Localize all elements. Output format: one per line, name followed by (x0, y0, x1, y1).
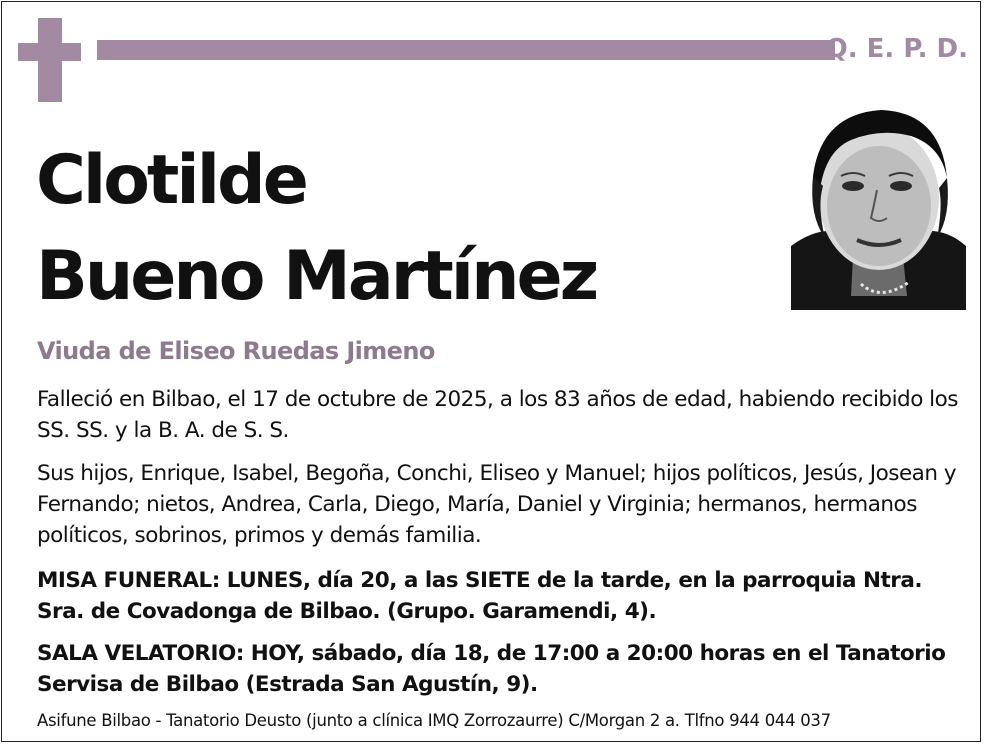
deceased-name (36, 133, 596, 325)
widow-subtitle: Viuda de Eliseo Ruedas Jimeno (37, 337, 435, 365)
first-name: Clotilde (36, 141, 306, 220)
portrait-photo (791, 106, 966, 310)
death-notice: Falleció en Bilbao, el 17 de octubre de 2025, a los 83 años de edad, habiendo recibido los SS. SS. y la B. A. de S. S. (37, 387, 959, 443)
header-bar (97, 40, 835, 60)
surnames: Bueno Martínez (36, 237, 597, 316)
funeral-mass-info: MISA FUNERAL: LUNES, día 20, a las SIETE de la tarde, en la parroquia Ntra. Sra. de Covadonga de Bilbao. (Grupo. Garamendi, 4). (37, 568, 923, 624)
family-list: Sus hijos, Enrique, Isabel, Begoña, Conchi, Eliseo y Manuel; hijos políticos, Jesús, Josean y Fernando; nietos, Andrea, Carla, Diego, María, Daniel y Virginia; hermanos, hermanos políticos, sobrinos, primos y demás familia. (37, 461, 957, 548)
funeral-home-footer: Asifune Bilbao - Tanatorio Deusto (junto a clínica IMQ Zorrozaurre) C/Morgan 2 a. Tlfno 944 044 037 (37, 711, 831, 730)
qepd-label: Q. E. P. D. (825, 34, 968, 64)
wake-room-info: SALA VELATORIO: HOY, sábado, día 18, de 17:00 a 20:00 horas en el Tanatorio Servisa de Bilbao (Estrada San Agustín, 9). (37, 641, 946, 697)
